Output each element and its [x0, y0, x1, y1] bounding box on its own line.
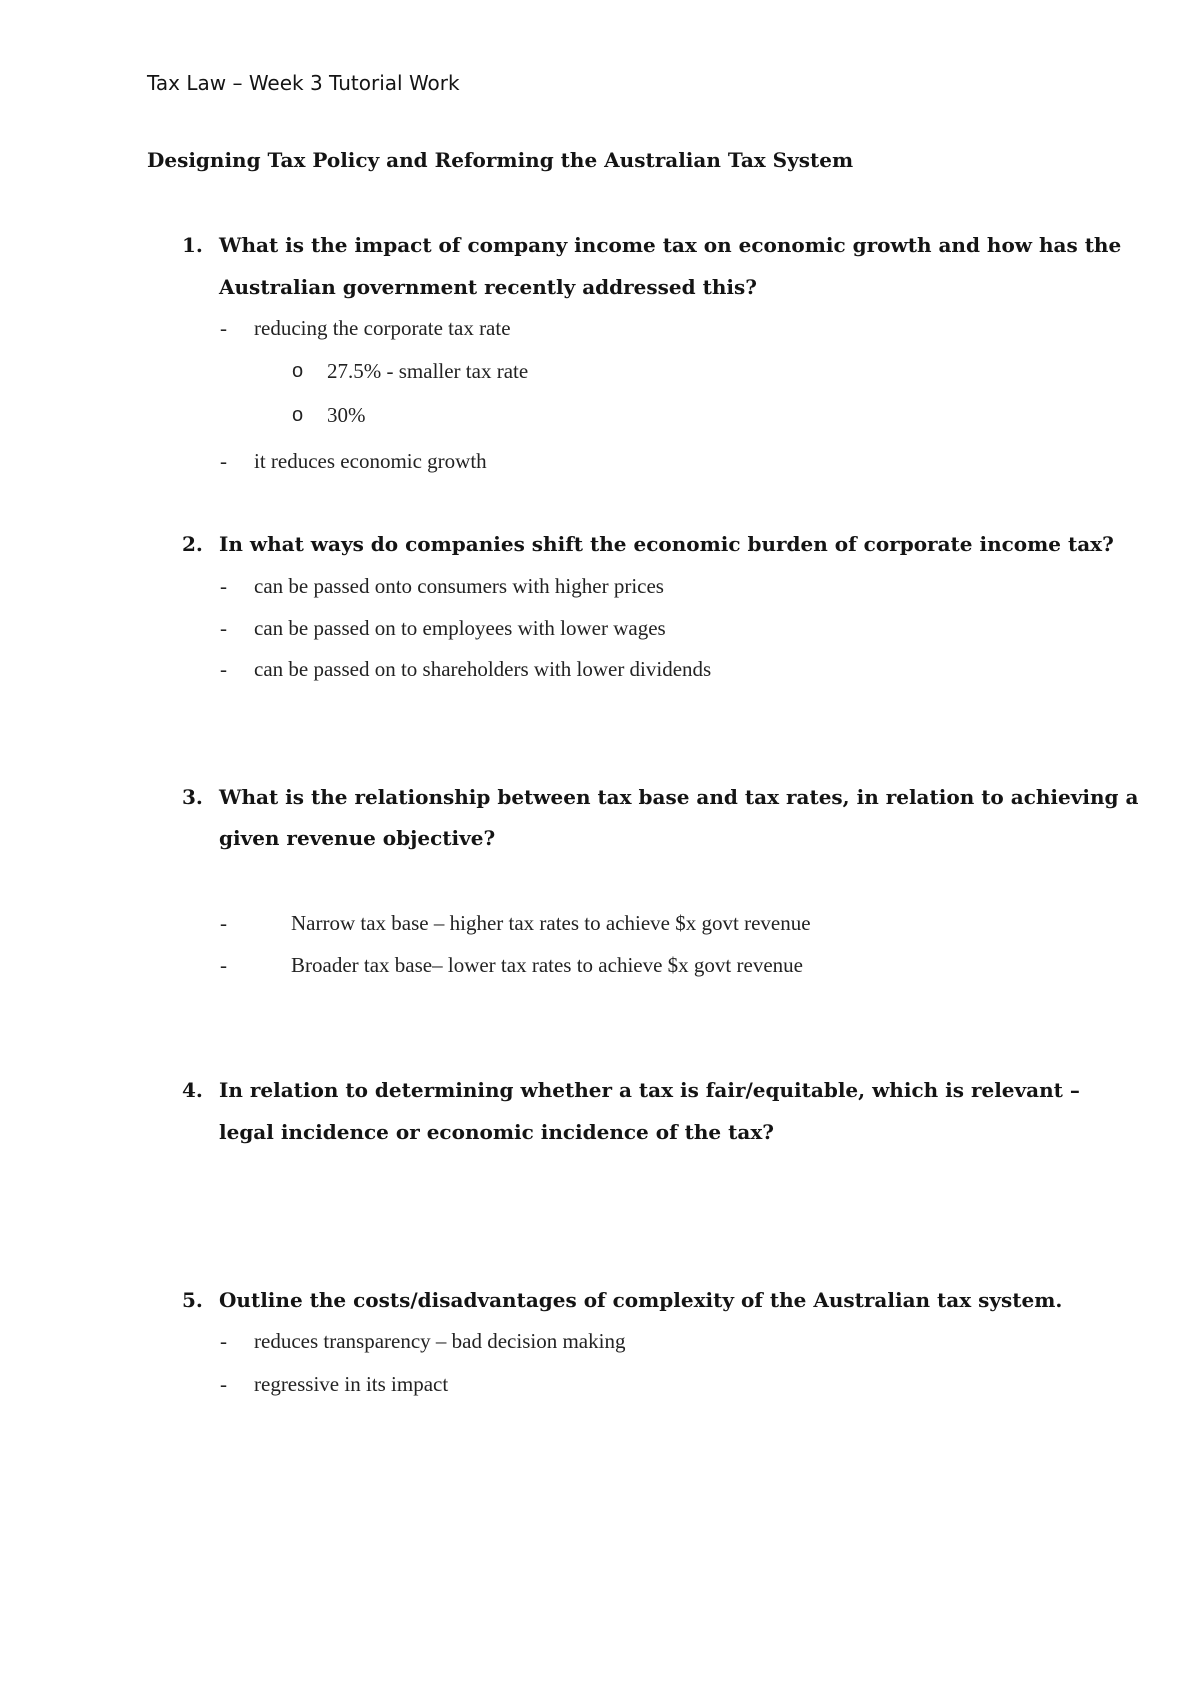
answer-line: it reduces economic growth	[254, 449, 487, 473]
dash-marker: -	[220, 911, 227, 935]
answer-line: 30%	[327, 403, 366, 427]
answer-line: reducing the corporate tax rate	[254, 316, 511, 340]
answer-line: Narrow tax base – higher tax rates to achieve $x govt revenue	[291, 911, 811, 935]
question-text-line: legal incidence or economic incidence of the tax?	[219, 1120, 774, 1144]
answer-line: reduces transparency – bad decision making	[254, 1329, 626, 1353]
answer-line: 27.5% - smaller tax rate	[327, 359, 529, 383]
question-number: 5.	[182, 1288, 203, 1312]
answer-line: regressive in its impact	[254, 1372, 449, 1396]
bullet-marker: o	[292, 404, 304, 426]
question-number: 3.	[182, 785, 203, 809]
dash-marker: -	[220, 953, 227, 977]
bullet-marker: o	[292, 360, 304, 382]
question-text-line: In what ways do companies shift the economic burden of corporate income tax?	[219, 532, 1114, 556]
answer-line: Broader tax base– lower tax rates to achieve $x govt revenue	[291, 953, 803, 977]
dash-marker: -	[220, 574, 227, 598]
question-text-line: What is the relationship between tax base and tax rates, in relation to achieving a	[219, 785, 1139, 809]
answer-line: can be passed on to shareholders with lower dividends	[254, 657, 712, 681]
dash-marker: -	[220, 449, 227, 473]
document-header: Tax Law – Week 3 Tutorial Work	[147, 71, 460, 95]
dash-marker: -	[220, 616, 227, 640]
question-text-line: In relation to determining whether a tax is fair/equitable, which is relevant –	[219, 1078, 1080, 1102]
question-number: 4.	[182, 1078, 203, 1102]
dash-marker: -	[220, 1329, 227, 1353]
question-number: 1.	[182, 233, 203, 257]
dash-marker: -	[220, 657, 227, 681]
question-text-line: What is the impact of company income tax on economic growth and how has the	[219, 233, 1122, 257]
question-text-line: Australian government recently addressed this?	[219, 275, 757, 299]
document-title: Designing Tax Policy and Reforming the Australian Tax System	[147, 148, 854, 172]
question-text-line: Outline the costs/disadvantages of complexity of the Australian tax system.	[219, 1288, 1063, 1312]
answer-line: can be passed onto consumers with higher prices	[254, 574, 664, 598]
question-number: 2.	[182, 532, 203, 556]
answer-line: can be passed on to employees with lower wages	[254, 616, 666, 640]
question-text-line: given revenue objective?	[219, 826, 496, 850]
dash-marker: -	[220, 1372, 227, 1396]
dash-marker: -	[220, 316, 227, 340]
